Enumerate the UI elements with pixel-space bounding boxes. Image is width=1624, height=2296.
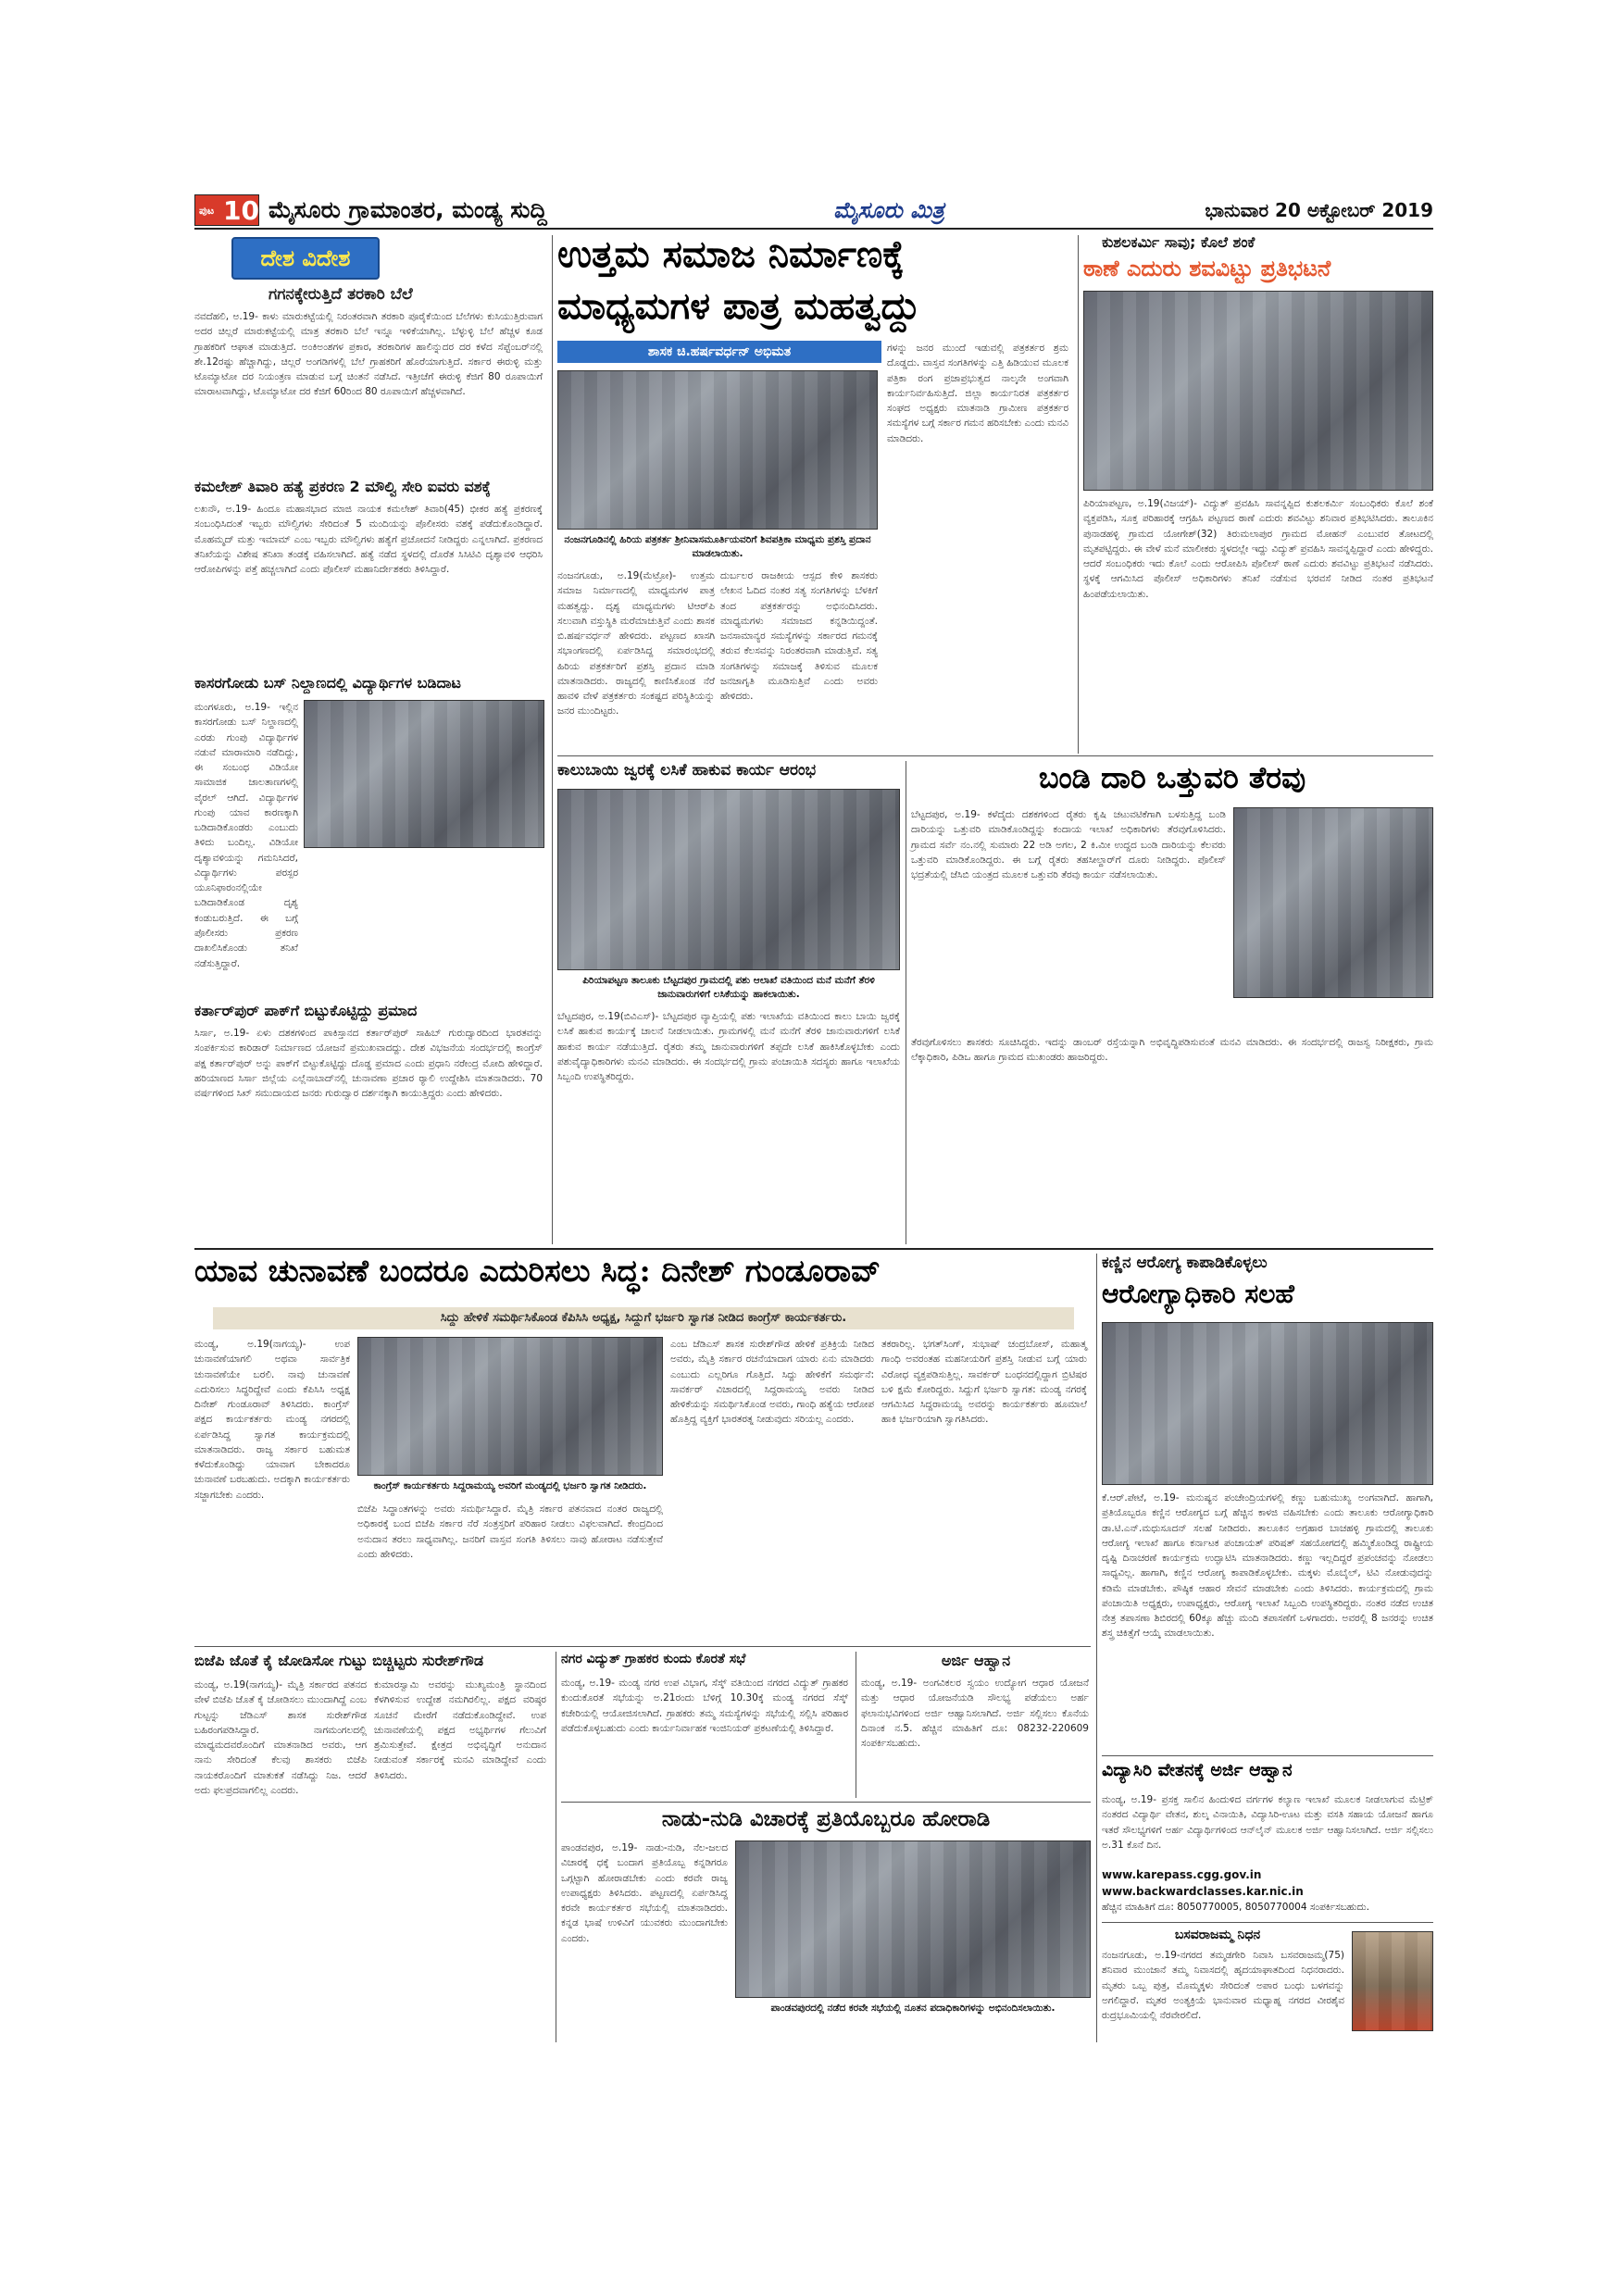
lead-headline: ಯಾವ ಚುನಾವಣೆ ಬಂದರೂ ಎದುರಿಸಲು ಸಿದ್ಧ: ದಿನೇಶ್ ಗುಂಡೂರಾವ್ — [194, 1253, 881, 1289]
main-top-body-a: ನಂಜನಗೂಡು, ಅ.19(ಮೆಟ್ರೋ)- ಉತ್ತಮ ಸಮಾಜ ನಿರ್ಮಾಣದಲ್ಲಿ ಮಾಧ್ಯಮಗಳ ಪಾತ್ರ ಮಹತ್ವದ್ದು. ದೃಶ್ಯ ಮಾಧ್ಯಮಗಳು ಟಿಆರ್‌ಪಿ ಸಲುವಾಗಿ ವಸ್ತುಸ್ಥಿತಿ ಮರೆಮಾಚುತ್ತಿವೆ ಎಂದು ಶಾಸಕ ಬಿ.ಹರ್ಷವರ್ಧನ್ ಹೇಳಿದರು. ಪಟ್ಟಣದ ಖಾಸಗಿ ಸಭಾಂಗಣದಲ್ಲಿ ಏರ್ಪಡಿಸಿದ್ದ ಸಮಾರಂಭದಲ್ಲಿ ಹಿರಿಯ ಪತ್ರಕರ್ತರಿಗೆ ಪ್ರಶಸ್ತಿ ಪ್ರದಾನ ಮಾಡಿ ಮಾತನಾಡಿದರು. ರಾಜ್ಯದಲ್ಲಿ ಕಾಣಿಸಿಕೊಂಡ ನೆರೆ ಹಾವಳಿ ವೇಳೆ ಪತ್ರಕರ್ತರು ಸಂಕಷ್ಟದ ಪರಿಸ್ಥಿತಿಯನ್ನು ಜನರ ಮುಂದಿಟ್ಟರು. — [557, 570, 718, 718]
paper-name: ಮೈಸೂರು ಮಿತ್ರ — [833, 197, 944, 223]
main-top-story — [557, 233, 1072, 752]
karave-meeting-photo — [735, 1841, 1091, 1998]
page-number-box — [194, 194, 259, 226]
main-headline-line2: ಮಾಧ್ಯಮಗಳ ಪಾತ್ರ ಮಹತ್ವದ್ದು — [557, 284, 920, 328]
section-divider — [194, 1646, 1091, 1647]
jcb-clearance-photo — [1233, 807, 1433, 998]
protest-kicker: ಕುಶಲಕರ್ಮಿ ಸಾವು; ಕೊಲೆ ಶಂಕೆ — [1102, 233, 1255, 251]
cart-road-headline: ಬಂಡಿ ದಾರಿ ಒತ್ತುವರಿ ತೆರವು — [1038, 760, 1306, 795]
section-divider — [557, 755, 1433, 756]
column-divider — [1096, 1254, 1097, 2042]
karave-photo-caption: ಪಾಂಡವಪುರದಲ್ಲಿ ನಡೆದ ಕರವೇ ಸಭೆಯಲ್ಲಿ ನೂತನ ಪದಾಧಿಕಾರಿಗಳನ್ನು ಅಭಿನಂದಿಸಲಾಯಿತು. — [770, 2003, 1056, 2014]
story-kartarpur-headline: ಕರ್ತಾರ್‌ಪುರ್ ಪಾಕ್‌ಗೆ ಬಿಟ್ಟುಕೊಟ್ಟಿದ್ದು ಪ್ರಮಾದ — [194, 1002, 418, 1019]
desha-videsha-column — [194, 235, 546, 1244]
lead-subhead: ಸಿದ್ದು ಹೇಳಿಕೆ ಸಮರ್ಥಿಸಿಕೊಂಡ ಕೆಪಿಸಿಸಿ ಅಧ್ಯಕ್ಷ, ಸಿದ್ದುಗೆ ಭರ್ಜರಿ ಸ್ವಾಗತ ನೀಡಿದ ಕಾಂಗ್ರೆಸ್ ಕಾರ್ಯಕರ್ತರು. — [440, 1311, 847, 1325]
section-divider — [561, 1802, 1091, 1803]
story-vegetable-headline: ಗಗನಕ್ಕೇರುತ್ತಿದೆ ತರಕಾರಿ ಬೆಲೆ — [269, 285, 413, 304]
story-kartarpur-body: ಸಿರ್ಸಾ, ಅ.19- ಏಳು ದಶಕಗಳಿಂದ ಪಾಕಿಸ್ತಾನದ ಕರ್ತಾರ್‌ಪುರ್ ಸಾಹಿಬ್ ಗುರುದ್ವಾರದಿಂದ ಭಾರತವನ್ನು ಸಂಪರ್ಕಿಸುವ ಕಾರಿಡಾರ್ ನಿರ್ಮಾಣದ ಯೋಜನೆ ಪ್ರಮುಖವಾದದ್ದು. ದೇಶ ವಿಭಜನೆಯ ಸಂದರ್ಭದಲ್ಲಿ ಕಾಂಗ್ರೆಸ್ ಪಕ್ಷ ಕರ್ತಾರ್‌ಪುರ್ ಅನ್ನು ಪಾಕ್‌ಗೆ ಬಿಟ್ಟುಕೊಟ್ಟಿದ್ದು ದೊಡ್ಡ ಪ್ರಮಾದ ಎಂದು ಪ್ರಧಾನಿ ನರೇಂದ್ರ ಮೋದಿ ಹೇಳಿದ್ದಾರೆ. ಹರಿಯಾಣದ ಸಿರ್ಸಾ ಜಿಲ್ಲೆಯ ಎಲ್ಲೆನಾಬಾದ್‌ನಲ್ಲಿ ಚುನಾವಣಾ ಪ್ರಚಾರ ರ್‍ಯಾಲಿ ಉದ್ದೇಶಿಸಿ ಮಾತನಾಡಿದರು. 70 ವರ್ಷಗಳಿಂದ ಸಿಖ್ ಸಮುದಾಯದ ಜನರು ಗುರುದ್ವಾರ ದರ್ಶನಕ್ಕಾಗಿ ಕಾಯುತ್ತಿದ್ದರು ಎಂದು ಹೇಳಿದರು. — [194, 1028, 546, 1100]
vidyasiri-headline: ವಿದ್ಯಾಸಿರಿ ವೇತನಕ್ಕೆ ಅರ್ಜಿ ಆಹ್ವಾನ — [1102, 1760, 1293, 1780]
suresh-headline: ಬಿಜೆಪಿ ಜೊತೆ ಕೈ ಜೋಡಿಸೋ ಗುಟ್ಟು ಬಿಚ್ಚಿಟ್ಟರು ಸುರೇಶ್‌ಗೌಡ — [194, 1652, 484, 1669]
section-divider — [194, 1248, 1433, 1250]
award-ceremony-photo — [557, 370, 878, 530]
story-vegetable-body: ನವದೆಹಲಿ, ಅ.19- ಕಾಳು ಮಾರುಕಟ್ಟೆಯಲ್ಲಿ ನಿರಂತರವಾಗಿ ತರಕಾರಿ ಪೂರೈಕೆಯಿಂದ ಬೆಲೆಗಳು ಕುಸಿಯುತ್ತಿರುವಾಗ ಅದರ ಚಿಲ್ಲರೆ ಮಾರುಕಟ್ಟೆಯಲ್ಲಿ ಮಾತ್ರ ತರಕಾರಿ ಬೆಲೆ ಇನ್ನೂ ಇಳಿಕೆಯಾಗಿಲ್ಲ. ಬೆಳ್ಳುಳ್ಳಿ ಬೆಲೆ ಹೆಚ್ಚಳ ಕೂಡ ಗ್ರಾಹಕರಿಗೆ ಆಘಾತ ಮಾಡುತ್ತಿದೆ. ಅಂಕಿಅಂಶಗಳ ಪ್ರಕಾರ, ತರಕಾರಿಗಳ ಹಾಲಿನ್ನುದರ ದರ ಕಳೆದ ಸೆಪ್ಟೆಂಬರ್‌ನಲ್ಲಿ ಶೇ.12ರಷ್ಟು ಹೆಚ್ಚಾಗಿದ್ದು, ಚಿಲ್ಲರೆ ಅಂಗಡಿಗಳಲ್ಲಿ ಬೆಲೆ ಗ್ರಾಹಕರಿಗೆ ಹೊರೆಯಾಗುತ್ತಿದೆ. ಸರ್ಕಾರ ಈರುಳ್ಳಿ ಮತ್ತು ಟೊಮ್ಯಾಟೋ ದರ ನಿಯಂತ್ರಣ ಮಾಡುವ ಬಗ್ಗೆ ಚಿಂತನೆ ನಡೆಸಿದೆ. ಇತ್ತೀಚೆಗೆ ಈರುಳ್ಳಿ ಕೆಜಿಗೆ 80 ರೂಪಾಯಿಗೆ ಮಾರಾಟವಾಗಿದ್ದು, ಟೊಮ್ಯಾಟೋ ದರ ಕೆಜಿಗೆ 60ರಿಂದ 80 ರೂಪಾಯಿಗೆ ಹೆಚ್ಚಳವಾಗಿದೆ. — [194, 311, 546, 398]
application-invite-story — [861, 1652, 1091, 1798]
vaccine-body: ಬೆಟ್ಟದಪುರ, ಅ.19(ಬಿವಿಎಸ್)- ಬೆಟ್ಟದಪುರ ವ್ಯಾಪ್ತಿಯಲ್ಲಿ ಪಶು ಇಲಾಖೆಯ ವತಿಯಿಂದ ಕಾಲು ಬಾಯಿ ಜ್ವರಕ್ಕೆ ಲಸಿಕೆ ಹಾಕುವ ಕಾರ್ಯಕ್ಕೆ ಚಾಲನೆ ನೀಡಲಾಯಿತು. ಗ್ರಾಮಗಳಲ್ಲಿ ಮನೆ ಮನೆಗೆ ತೆರಳಿ ಜಾನುವಾರುಗಳಿಗೆ ಲಸಿಕೆ ಹಾಕುವ ಕಾರ್ಯ ನಡೆಯುತ್ತಿದೆ. ರೈತರು ತಮ್ಮ ಜಾನುವಾರುಗಳಿಗೆ ತಪ್ಪದೇ ಲಸಿಕೆ ಹಾಕಿಸಿಕೊಳ್ಳಬೇಕು ಎಂದು ಪಶುವೈದ್ಯಾಧಿಕಾರಿಗಳು ಮನವಿ ಮಾಡಿದರು. ಈ ಸಂದರ್ಭದಲ್ಲಿ ಗ್ರಾಮ ಪಂಚಾಯಿತಿ ಸದಸ್ಯರು ಹಾಗೂ ಇಲಾಖೆಯ ಸಿಬ್ಬಂದಿ ಉಪಸ್ಥಿತರಿದ್ದರು. — [557, 1011, 904, 1083]
column-divider — [1078, 235, 1079, 754]
vaccine-photo-caption: ಪಿರಿಯಾಪಟ್ಟಣ ತಾಲೂಕು ಬೆಟ್ಟದಪುರ ಗ್ರಾಮದಲ್ಲಿ ಪಶು ಆಲಾಖೆ ವತಿಯಿಂದ ಮನೆ ಮನೆಗೆ ತೆರಳಿ ಜಾನುವಾರುಗಳಿಗೆ ಲಸಿಕೆಯನ್ನು ಹಾಕಲಾಯಿತು. — [582, 975, 875, 1001]
application-headline: ಅರ್ಜಿ ಆಹ್ವಾನ — [941, 1652, 1011, 1669]
protest-photo — [1083, 291, 1433, 491]
lead-body-a: ಮಂಡ್ಯ, ಅ.19(ನಾಗಯ್ಯ)- ಉಪ ಚುನಾವಣೆಯಾಗಲಿ ಅಥವಾ ಸಾರ್ವತ್ರಿಕ ಚುನಾವಣೆಯೇ ಬರಲಿ. ನಾವು ಚುನಾವಣೆ ಎದುರಿಸಲು ಸಿದ್ಧರಿದ್ದೇವೆ ಎಂದು ಕೆಪಿಸಿಸಿ ಅಧ್ಯಕ್ಷ ದಿನೇಶ್ ಗುಂಡೂರಾವ್ ತಿಳಿಸಿದರು. ಕಾಂಗ್ರೆಸ್ ಪಕ್ಷದ ಕಾರ್ಯಕರ್ತರು ಮಂಡ್ಯ ನಗರದಲ್ಲಿ ಏರ್ಪಡಿಸಿದ್ದ ಸ್ವಾಗತ ಕಾರ್ಯಕ್ರಮದಲ್ಲಿ ಮಾತನಾಡಿದರು. ರಾಜ್ಯ ಸರ್ಕಾರ ಬಹುಮತ ಕಳೆದುಕೊಂಡಿದ್ದು ಯಾವಾಗ ಬೇಕಾದರೂ ಚುನಾವಣೆ ಬರಬಹುದು. ಅದಕ್ಕಾಗಿ ಕಾರ್ಯಕರ್ತರು ಸಜ್ಜಾಗಬೇಕು ಎಂದರು. — [194, 1339, 354, 1501]
section-title: ಮೈಸೂರು ಗ್ರಾಮಾಂತರ, ಮಂಡ್ಯ ಸುದ್ದಿ — [269, 196, 547, 223]
lead-body-c: ಎಂಬ ಜೆಡಿಎಸ್ ಶಾಸಕ ಸುರೇಶ್‌ಗೌಡ ಹೇಳಿಕೆ ಪ್ರತಿಕ್ರಿಯೆ ನೀಡಿದ ಅವರು, ಮೈತ್ರಿ ಸರ್ಕಾರ ರಚನೆಯಾದಾಗ ಯಾರು ಏನು ಮಾಡಿದರು ಎಂಬುದು ಎಲ್ಲರಿಗೂ ಗೊತ್ತಿದೆ. ಸಿದ್ದು ಹೇಳಿಕೆಗೆ ಸಮರ್ಥನೆ: ಸಾವರ್ಕರ್ ವಿಚಾರದಲ್ಲಿ ಸಿದ್ದರಾಮಯ್ಯ ಅವರು ನೀಡಿದ ಹೇಳಿಕೆಯನ್ನು ಸಮರ್ಥಿಸಿಕೊಂಡ ಅವರು, ಗಾಂಧಿ ಹತ್ಯೆಯ ಆರೋಪ ಹೊತ್ತಿದ್ದ ವ್ಯಕ್ತಿಗೆ ಭಾರತರತ್ನ ನೀಡುವುದು ಸರಿಯಲ್ಲ ಎಂದರು. — [670, 1339, 878, 1426]
suresh-story — [194, 1652, 550, 2042]
vidyasiri-url-2[interactable]: www.backwardclasses.kar.nic.in — [1102, 1885, 1304, 1898]
story-kasaragodu-body: ಮಂಗಳೂರು, ಅ.19- ಇಲ್ಲಿನ ಕಾಸರಗೋಡು ಬಸ್ ನಿಲ್ದಾಣದಲ್ಲಿ ಎರಡು ಗುಂಪು ವಿದ್ಯಾರ್ಥಿಗಳ ನಡುವೆ ಮಾರಾಮಾರಿ ನಡೆದಿದ್ದು, ಈ ಸಂಬಂಧ ವಿಡಿಯೋ ಸಾಮಾಜಿಕ ಜಾಲತಾಣಗಳಲ್ಲಿ ವೈರಲ್ ಆಗಿದೆ. ವಿದ್ಯಾರ್ಥಿಗಳ ಗುಂಪು ಯಾವ ಕಾರಣಕ್ಕಾಗಿ ಬಡಿದಾಡಿಕೊಂಡರು ಎಂಬುದು ತಿಳಿದು ಬಂದಿಲ್ಲ. ವಿಡಿಯೋ ದೃಶ್ಯಾವಳಿಯನ್ನು ಗಮನಿಸಿದರೆ, ವಿದ್ಯಾರ್ಥಿಗಳು ಪರಸ್ಪರ ಯೂನಿಫಾರಂನಲ್ಲಿಯೇ ಬಡಿದಾಡಿಕೊಂಡ ದೃಶ್ಯ ಕಂಡುಬರುತ್ತಿದೆ. ಈ ಬಗ್ಗೆ ಪೊಲೀಸರು ಪ್ರಕರಣ ದಾಖಲಿಸಿಕೊಂಡು ತನಿಖೆ ನಡೆಸುತ್ತಿದ್ದಾರೆ. — [194, 702, 302, 969]
lead-body-b: ಬಿಜೆಪಿ ಸಿದ್ಧಾಂತಗಳನ್ನು ಅವರು ಸಮರ್ಥಿಸಿದ್ದಾರೆ. ಮೈತ್ರಿ ಸರ್ಕಾರ ಪತನವಾದ ನಂತರ ರಾಜ್ಯದಲ್ಲಿ ಅಧಿಕಾರಕ್ಕೆ ಬಂದ ಬಿಜೆಪಿ ಸರ್ಕಾರ ನೆರೆ ಸಂತ್ರಸ್ತರಿಗೆ ಪರಿಹಾರ ನೀಡಲು ವಿಫಲವಾಗಿದೆ. ಕೇಂದ್ರದಿಂದ ಅನುದಾನ ತರಲು ಸಾಧ್ಯವಾಗಿಲ್ಲ. ಜನರಿಗೆ ವಾಸ್ತವ ಸಂಗತಿ ತಿಳಿಸಲು ನಾವು ಹೋರಾಟ ನಡೆಸುತ್ತೇವೆ ಎಂದು ಹೇಳಿದರು. — [357, 1504, 667, 1560]
main-headline-line1: ಉತ್ತಮ ಸಮಾಜ ನಿರ್ಮಾಣಕ್ಕೆ — [557, 232, 905, 276]
story-tiwari-headline: ಕಮಲೇಶ್ ತಿವಾರಿ ಹತ್ಯೆ ಪ್ರಕರಣ 2 ಮೌಲ್ವಿ ಸೇರಿ ಐವರು ವಶಕ್ಕೆ — [194, 478, 491, 495]
lead-story — [194, 1254, 1091, 1642]
vaccine-story — [557, 761, 904, 1244]
vidyasiri-body: ಮಂಡ್ಯ, ಅ.19- ಪ್ರಸಕ್ತ ಸಾಲಿನ ಹಿಂದುಳಿದ ವರ್ಗಗಳ ಕಲ್ಯಾಣ ಇಲಾಖೆ ಮೂಲಕ ನೀಡಲಾಗುವ ಮೆಟ್ರಿಕ್ ನಂತರದ ವಿದ್ಯಾರ್ಥಿ ವೇತನ, ಶುಲ್ಕ ವಿನಾಯಿತಿ, ವಿದ್ಯಾಸಿರಿ-ಊಟ ಮತ್ತು ವಸತಿ ಸಹಾಯ ಯೋಜನೆ ಹಾಗೂ ಇತರೆ ಸೌಲಭ್ಯಗಳಿಗೆ ಅರ್ಹ ವಿದ್ಯಾರ್ಥಿಗಳಿಂದ ಆನ್‌ಲೈನ್ ಮೂಲಕ ಅರ್ಜಿ ಆಹ್ವಾನಿಸಲಾಗಿದೆ. ಅರ್ಜಿ ಸಲ್ಲಿಸಲು ಅ.31 ಕೊನೆ ದಿನ. — [1102, 1794, 1437, 1851]
story-tiwari-body: ಲಖನೌ, ಅ.19- ಹಿಂದೂ ಮಹಾಸಭಾದ ಮಾಜಿ ನಾಯಕ ಕಮಲೇಶ್ ತಿವಾರಿ(45) ಭೀಕರ ಹತ್ಯೆ ಪ್ರಕರಣಕ್ಕೆ ಸಂಬಂಧಿಸಿದಂತೆ ಇಬ್ಬರು ಮೌಲ್ವಿಗಳು ಸೇರಿದಂತೆ 5 ಮಂದಿಯನ್ನು ಪೊಲೀಸರು ವಶಕ್ಕೆ ಪಡೆದುಕೊಂಡಿದ್ದಾರೆ. ಮೊಹಮ್ಮದ್ ಮತ್ತು ಇಮಾಮ್ ಎಂಬ ಇಬ್ಬರು ಮೌಲ್ವಿಗಳು ಹತ್ಯೆಗೆ ಪ್ರಚೋದನೆ ನೀಡಿದ್ದರು ಎನ್ನಲಾಗಿದೆ. ಪ್ರಕರಣದ ತನಿಖೆಯನ್ನು ವಿಶೇಷ ತನಿಖಾ ತಂಡಕ್ಕೆ ವಹಿಸಲಾಗಿದೆ. ಹತ್ಯೆ ನಡೆದ ಸ್ಥಳದಲ್ಲಿ ದೊರೆತ ಸಿಸಿಟಿವಿ ದೃಶ್ಯಾವಳಿ ಆಧರಿಸಿ ಆರೋಪಿಗಳನ್ನು ಪತ್ತೆ ಹಚ್ಚಲಾಗಿದೆ ಎಂದು ಪೊಲೀಸ್ ಮಹಾನಿರ್ದೇಶಕರು ತಿಳಿಸಿದ್ದಾರೆ. — [194, 504, 546, 576]
award-photo-caption: ನಂಜನಗೂಡಿನಲ್ಲಿ ಹಿರಿಯ ಪತ್ರಕರ್ತ ಶ್ರೀನಿವಾಸಮೂರ್ತಿಯವರಿಗೆ ಶಿವಪತ್ರಿಕಾ ಮಾಧ್ಯಮ ಪ್ರಶಸ್ತಿ ಪ್ರದಾನ ಮಾಡಲಾಯಿತು. — [564, 534, 871, 560]
application-body: ಮಂಡ್ಯ, ಅ.19- ಅಂಗವಿಕಲರ ಸ್ವಯಂ ಉದ್ಯೋಗ ಆಧಾರ ಯೋಜನೆ ಮತ್ತು ಆಧಾರ ಯೋಜನೆಯಡಿ ಸೌಲಭ್ಯ ಪಡೆಯಲು ಅರ್ಹ ಫಲಾನುಭವಿಗಳಿಂದ ಅರ್ಜಿ ಆಹ್ವಾನಿಸಲಾಗಿದೆ. ಅರ್ಜಿ ಸಲ್ಲಿಸಲು ಕೊನೆಯ ದಿನಾಂಕ ನ.5. ಹೆಚ್ಚಿನ ಮಾಹಿತಿಗೆ ದೂ: 08232-220609 ಸಂಪರ್ಕಿಸಬಹುದು. — [861, 1678, 1093, 1750]
cattle-vaccine-photo — [557, 789, 900, 970]
cart-road-story — [911, 760, 1437, 1244]
vidyasiri-story — [1102, 1760, 1437, 1918]
electricity-headline: ನಗರ ವಿದ್ಯುತ್ ಗ್ರಾಹಕರ ಕುಂದು ಕೊರತೆ ಸಭೆ — [561, 1652, 746, 1666]
cart-road-body-b: ತೆರವುಗೊಳಿಸಲು ಶಾಸಕರು ಸೂಚಿಸಿದ್ದರು. ಇದನ್ನು ಡಾಂಬರ್ ರಸ್ತೆಯನ್ನಾಗಿ ಅಭಿವೃದ್ಧಿಪಡಿಸುವಂತೆ ಮನವಿ ಮಾಡಿದರು. ಈ ಸಂದರ್ಭದಲ್ಲಿ ರಾಜಸ್ವ ನಿರೀಕ್ಷಕರು, ಗ್ರಾಮ ಲೆಕ್ಕಾಧಿಕಾರಿ, ಪಿಡಿಒ ಹಾಗೂ ಗ್ರಾಮದ ಮುಖಂಡರು ಹಾಜರಿದ್ದರು. — [911, 1037, 1437, 1064]
obituary-portrait — [1352, 1931, 1433, 2031]
section-divider — [1102, 1755, 1433, 1756]
date-line: ಭಾನುವಾರ 20 ಅಕ್ಟೋಬರ್ 2019 — [1205, 199, 1433, 221]
main-top-body-b: ದುರ್ಬಲರ ರಾಜಕೀಯ ಆಸ್ಪದ ಕೇಳಿ ಶಾಸಕರು ಲೇಖನ ಓದಿದ ನಂತರ ಸತ್ಯ ಸಂಗತಿಗಳನ್ನು ಬೆಳಕಿಗೆ ತಂದ ಪತ್ರಕರ್ತರನ್ನು ಅಭಿನಂದಿಸಿದರು. ಮಾಧ್ಯಮಗಳು ಸಮಾಜದ ಕನ್ನಡಿಯಿದ್ದಂತೆ. ಜನಸಾಮಾನ್ಯರ ಸಮಸ್ಯೆಗಳನ್ನು ಸರ್ಕಾರದ ಗಮನಕ್ಕೆ ತರುವ ಕೆಲಸವನ್ನು ನಿರಂತರವಾಗಿ ಮಾಡುತ್ತಿವೆ. ಸತ್ಯ ಸಂಗತಿಗಳನ್ನು ಸಮಾಜಕ್ಕೆ ತಿಳಿಸುವ ಮೂಲಕ ಜನಜಾಗೃತಿ ಮೂಡಿಸುತ್ತಿವೆ ಎಂದು ಅವರು ಹೇಳಿದರು. — [720, 570, 881, 703]
electricity-body: ಮಂಡ್ಯ, ಅ.19- ಮಂಡ್ಯ ನಗರ ಉಪ ವಿಭಾಗ, ಸೆಸ್ಕ್ ವತಿಯಿಂದ ನಗರದ ವಿದ್ಯುತ್ ಗ್ರಾಹಕರ ಕುಂದುಕೊರತೆ ಸಭೆಯನ್ನು ಅ.21ರಂದು ಬೆಳಿಗ್ಗೆ 10.30ಕ್ಕೆ ಮಂಡ್ಯ ನಗರದ ಸೆಸ್ಕ್ ಕಚೇರಿಯಲ್ಲಿ ಆಯೋಜಿಸಲಾಗಿದೆ. ಗ್ರಾಹಕರು ತಮ್ಮ ಸಮಸ್ಯೆಗಳನ್ನು ಸಭೆಯಲ್ಲಿ ಸಲ್ಲಿಸಿ ಪರಿಹಾರ ಪಡೆದುಕೊಳ್ಳಬಹುದು ಎಂದು ಕಾರ್ಯನಿರ್ವಾಹಕ ಇಂಜಿನಿಯರ್ ಪ್ರಕಟಣೆಯಲ್ಲಿ ತಿಳಿಸಿದ್ದಾರೆ. — [561, 1678, 852, 1734]
masthead — [194, 193, 1433, 230]
page-label: ಪುಟ — [199, 205, 215, 217]
main-subhead-bar — [557, 341, 881, 363]
cart-road-body-a: ಬೆಟ್ಟದಪುರ, ಅ.19- ಕಳೆದೈದು ದಶಕಗಳಿಂದ ರೈತರು ಕೃಷಿ ಚಟುವಟಿಕೆಗಾಗಿ ಬಳಸುತ್ತಿದ್ದ ಬಂಡಿ ದಾರಿಯನ್ನು ಒತ್ತುವರಿ ಮಾಡಿಕೊಂಡಿದ್ದನ್ನು ಕಂದಾಯ ಇಲಾಖೆ ಅಧಿಕಾರಿಗಳು ತೆರವುಗೊಳಿಸಿದರು. ಗ್ರಾಮದ ಸರ್ವೆ ನಂ.ನಲ್ಲಿ ಸುಮಾರು 22 ಅಡಿ ಅಗಲ, 2 ಕಿ.ಮೀ ಉದ್ದದ ಬಂಡಿ ದಾರಿಯನ್ನು ಕೆಲವರು ಒತ್ತುವರಿ ಮಾಡಿಕೊಂಡಿದ್ದರು. ಈ ಬಗ್ಗೆ ರೈತರು ತಹಸೀಲ್ದಾರ್‌ಗೆ ದೂರು ನೀಡಿದ್ದರು. ಪೊಲೀಸ್ ಭದ್ರತೆಯಲ್ಲಿ ಜೆಸಿಬಿ ಯಂತ್ರದ ಮೂಲಕ ಒತ್ತುವರಿ ತೆರವು ಕಾರ್ಯ ನಡೆಸಲಾಯಿತು. — [911, 809, 1230, 881]
main-top-body-c: ಗಳನ್ನು ಜನರ ಮುಂದೆ ಇಡುವಲ್ಲಿ ಪತ್ರಕರ್ತರ ಶ್ರಮ ದೊಡ್ಡದು. ವಾಸ್ತವ ಸಂಗತಿಗಳನ್ನು ಎತ್ತಿ ಹಿಡಿಯುವ ಮೂಲಕ ಪತ್ರಿಕಾ ರಂಗ ಪ್ರಜಾಪ್ರಭುತ್ವದ ನಾಲ್ಕನೇ ಅಂಗವಾಗಿ ಕಾರ್ಯನಿರ್ವಹಿಸುತ್ತಿದೆ. ಜಿಲ್ಲಾ ಕಾರ್ಯನಿರತ ಪತ್ರಕರ್ತರ ಸಂಘದ ಅಧ್ಯಕ್ಷರು ಮಾತನಾಡಿ ಗ್ರಾಮೀಣ ಪತ್ರಕರ್ತರ ಸಮಸ್ಯೆಗಳ ಬಗ್ಗೆ ಸರ್ಕಾರ ಗಮನ ಹರಿಸಬೇಕು ಎಂದು ಮನವಿ ಮಾಡಿದರು. — [887, 343, 1072, 444]
nadu-nudi-story — [561, 1807, 1091, 2042]
obituary-body: ನಂಜನಗೂಡು, ಅ.19-ನಗರದ ತಮ್ಮಡಗೇರಿ ನಿವಾಸಿ ಬಸವರಾಜಮ್ಮ(75) ಶನಿವಾರ ಮುಂಜಾನೆ ತಮ್ಮ ನಿವಾಸದಲ್ಲಿ ಹೃದಯಾಘಾತದಿಂದ ನಿಧನರಾದರು. ಮೃತರು ಒಬ್ಬ ಪುತ್ರ, ಮೊಮ್ಮಕ್ಕಳು ಸೇರಿದಂತೆ ಅಪಾರ ಬಂಧು ಬಳಗವನ್ನು ಅಗಲಿದ್ದಾರೆ. ಮೃತರ ಅಂತ್ಯಕ್ರಿಯೆ ಭಾನುವಾರ ಮಧ್ಯಾಹ್ನ ನಗರದ ವೀರಶೈವ ರುದ್ರಭೂಮಿಯಲ್ಲಿ ನೆರವೇರಲಿದೆ. — [1102, 1950, 1348, 2022]
eye-health-story — [1102, 1254, 1437, 1752]
vaccine-headline: ಕಾಲುಬಾಯಿ ಜ್ವರಕ್ಕೆ ಲಸಿಕೆ ಹಾಕುವ ಕಾರ್ಯ ಆರಂಭ — [557, 761, 817, 780]
lead-body-d: ತಕರಾರಿಲ್ಲ. ಭಗತ್‌ಸಿಂಗ್, ಸುಭಾಷ್ ಚಂದ್ರಬೋಸ್, ಮಹಾತ್ಮ ಗಾಂಧಿ ಅವರಂತಹ ಮಹನೀಯರಿಗೆ ಪ್ರಶಸ್ತಿ ನೀಡುವ ಬಗ್ಗೆ ಯಾರು ವಿರೋಧ ವ್ಯಕ್ತಪಡಿಸುತ್ತಿಲ್ಲ. ಸಾವರ್ಕರ್ ಬಂಧನದಲ್ಲಿದ್ದಾಗ ಬ್ರಿಟಿಷರ ಬಳಿ ಕ್ಷಮೆ ಕೋರಿದ್ದರು. ಸಿದ್ದುಗೆ ಭರ್ಜರಿ ಸ್ವಾಗತ: ಮಂಡ್ಯ ನಗರಕ್ಕೆ ಆಗಮಿಸಿದ ಸಿದ್ದರಾಮಯ್ಯ ಅವರನ್ನು ಕಾರ್ಯಕರ್ತರು ಹೂಮಾಲೆ ಹಾಕಿ ಭರ್ಜರಿಯಾಗಿ ಸ್ವಾಗತಿಸಿದರು. — [881, 1339, 1091, 1426]
suresh-body-a: ಮಂಡ್ಯ, ಅ.19(ನಾಗಯ್ಯ)- ಮೈತ್ರಿ ಸರ್ಕಾರದ ಪತನದ ವೇಳೆ ಬಿಜೆಪಿ ಜೊತೆ ಕೈ ಜೋಡಿಸಲು ಮುಂದಾಗಿದ್ದೆ ಎಂಬ ಗುಟ್ಟನ್ನು ಜೆಡಿಎಸ್ ಶಾಸಕ ಸುರೇಶ್‌ಗೌಡ ಬಹಿರಂಗಪಡಿಸಿದ್ದಾರೆ. ನಾಗಮಂಗಲದಲ್ಲಿ ಮಾಧ್ಯಮದವರೊಂದಿಗೆ ಮಾತನಾಡಿದ ಅವರು, ಆಗ ನಾನು ಸೇರಿದಂತೆ ಕೆಲವು ಶಾಸಕರು ಬಿಜೆಪಿ ನಾಯಕರೊಂದಿಗೆ ಮಾತುಕತೆ ನಡೆಸಿದ್ದು ನಿಜ. ಆದರೆ ಅದು ಫಲಪ್ರದವಾಗಲಿಲ್ಲ ಎಂದರು. — [194, 1679, 370, 1796]
congress-welcome-photo — [357, 1337, 663, 1476]
vidyasiri-url-1[interactable]: www.karepass.cgg.gov.in — [1102, 1868, 1262, 1881]
congress-photo-caption: ಕಾಂಗ್ರೆಸ್ ಕಾರ್ಯಕರ್ತರು ಸಿದ್ದರಾಮಯ್ಯ ಅವರಿಗೆ ಮಂಡ್ಯದಲ್ಲಿ ಭರ್ಜರಿ ಸ್ವಾಗತ ನೀಡಿದರು. — [373, 1480, 647, 1491]
eye-health-kicker: ಕಣ್ಣಿನ ಆರೋಗ್ಯ ಕಾಪಾಡಿಕೊಳ್ಳಲು — [1102, 1254, 1268, 1272]
nadu-nudi-body: ಪಾಂಡವಪುರ, ಅ.19- ನಾಡು-ನುಡಿ, ನೆಲ-ಜಲದ ವಿಚಾರಕ್ಕೆ ಧಕ್ಕೆ ಬಂದಾಗ ಪ್ರತಿಯೊಬ್ಬ ಕನ್ನಡಿಗರೂ ಒಗ್ಗಟ್ಟಾಗಿ ಹೋರಾಡಬೇಕು ಎಂದು ಕರವೇ ರಾಜ್ಯ ಉಪಾಧ್ಯಕ್ಷರು ತಿಳಿಸಿದರು. ಪಟ್ಟಣದಲ್ಲಿ ಏರ್ಪಡಿಸಿದ್ದ ಕರವೇ ಕಾರ್ಯಕರ್ತರ ಸಭೆಯಲ್ಲಿ ಮಾತನಾಡಿದರು. ಕನ್ನಡ ಭಾಷೆ ಉಳಿವಿಗೆ ಯುವಕರು ಮುಂದಾಗಬೇಕು ಎಂದರು. — [561, 1842, 731, 1944]
newspaper-page — [194, 193, 1437, 2042]
protest-body: ಪಿರಿಯಾಪಟ್ಟಣ, ಅ.19(ವಿಜಯ್)- ವಿದ್ಯುತ್ ಪ್ರವಹಿಸಿ ಸಾವನ್ನಪ್ಪಿದ ಕುಶಲಕರ್ಮಿ ಸಂಬಂಧಿಕರು ಕೊಲೆ ಶಂಕೆ ವ್ಯಕ್ತಪಡಿಸಿ, ಸೂಕ್ತ ಪರಿಹಾರಕ್ಕೆ ಆಗ್ರಹಿಸಿ ಪಟ್ಟಣದ ಠಾಣೆ ಎದುರು ಶವವಿಟ್ಟು ಶನಿವಾರ ಪ್ರತಿಭಟಿಸಿದರು. ತಾಲೂಕಿನ ಪುನಾಡಹಳ್ಳಿ ಗ್ರಾಮದ ಯೋಗೇಶ್(32) ತಿರುಮಲಾಪುರ ಗ್ರಾಮದ ಮೋಹನ್ ಎಂಬುವರ ತೋಟದಲ್ಲಿ ಮೃತಪಟ್ಟಿದ್ದರು. ಈ ವೇಳೆ ಮನೆ ಮಾಲೀಕರು ಸ್ಥಳದಲ್ಲೇ ಇದ್ದು ವಿದ್ಯುತ್ ಪ್ರವಹಿಸಿ ಸಾವನ್ನಪ್ಪಿದ್ದಾರೆ ಎಂದು ಹೇಳಿದ್ದರು. ಆದರೆ ಸಂಬಂಧಿಕರು ಇದು ಕೊಲೆ ಎಂದು ಆರೋಪಿಸಿ ಪೊಲೀಸ್ ಠಾಣೆ ಎದುರು ಶವವಿಟ್ಟು ಪ್ರತಿಭಟನೆ ನಡೆಸಿದರು. ಸ್ಥಳಕ್ಕೆ ಆಗಮಿಸಿದ ಪೊಲೀಸ್ ಅಧಿಕಾರಿಗಳು ತನಿಖೆ ನಡೆಸುವ ಭರವಸೆ ನೀಡಿದ ನಂತರ ಪ್ರತಿಭಟನೆ ಹಿಂಪಡೆಯಲಾಯಿತು. — [1083, 498, 1437, 600]
page-number: 10 — [223, 195, 259, 226]
electricity-meeting-story — [561, 1652, 852, 1798]
column-divider — [552, 235, 553, 1244]
protest-headline: ಠಾಣೆ ಎದುರು ಶವವಿಟ್ಟು ಪ್ರತಿಭಟನೆ — [1083, 256, 1331, 281]
main-subhead: ಶಾಸಕ ಚಿ.ಹರ್ಷವರ್ಧನ್ ಅಭಿಮತ — [647, 344, 792, 359]
desha-videsha-banner-text: ದೇಶ ವಿದೇಶ — [260, 245, 351, 271]
desha-videsha-banner — [231, 237, 380, 280]
nadu-nudi-headline: ನಾಡು-ನುಡಿ ವಿಚಾರಕ್ಕೆ ಪ್ರತಿಯೊಬ್ಬರೂ ಹೋರಾಡಿ — [661, 1807, 991, 1831]
lead-subhead-bar — [213, 1307, 1074, 1329]
obituary — [1102, 1928, 1433, 2042]
suresh-body-b: ಕುಮಾರಸ್ವಾಮಿ ಅವರನ್ನು ಮುಖ್ಯಮಂತ್ರಿ ಸ್ಥಾನದಿಂದ ಕೆಳಗಿಳಿಸುವ ಉದ್ದೇಶ ನಮಗಿರಲಿಲ್ಲ. ಪಕ್ಷದ ವರಿಷ್ಠರ ಸೂಚನೆ ಮೇರೆಗೆ ನಡೆದುಕೊಂಡಿದ್ದೇವೆ. ಉಪ ಚುನಾವಣೆಯಲ್ಲಿ ಪಕ್ಷದ ಅಭ್ಯರ್ಥಿಗಳ ಗೆಲುವಿಗೆ ಶ್ರಮಿಸುತ್ತೇವೆ. ಕ್ಷೇತ್ರದ ಅಭಿವೃದ್ಧಿಗೆ ಅನುದಾನ ನೀಡುವಂತೆ ಸರ್ಕಾರಕ್ಕೆ ಮನವಿ ಮಾಡಿದ್ದೇವೆ ಎಂದು ತಿಳಿಸಿದರು. — [374, 1679, 550, 1781]
story-kasaragodu-headline: ಕಾಸರಗೋಡು ಬಸ್ ನಿಲ್ದಾಣದಲ್ಲಿ ವಿದ್ಯಾರ್ಥಿಗಳ ಬಡಿದಾಟ — [194, 674, 461, 692]
eye-health-body: ಕೆ.ಆರ್.ಪೇಟೆ, ಅ.19- ಮನುಷ್ಯನ ಪಂಚೇಂದ್ರಿಯಗಳಲ್ಲಿ ಕಣ್ಣು ಬಹುಮುಖ್ಯ ಅಂಗವಾಗಿದೆ. ಹಾಗಾಗಿ, ಪ್ರತಿಯೊಬ್ಬರೂ ಕಣ್ಣಿನ ಆರೋಗ್ಯದ ಬಗ್ಗೆ ಹೆಚ್ಚಿನ ಕಾಳಜಿ ವಹಿಸಬೇಕು ಎಂದು ತಾಲೂಕು ಆರೋಗ್ಯಾಧಿಕಾರಿ ಡಾ.ಟಿ.ಎನ್.ಮಧುಸೂದನ್ ಸಲಹೆ ನೀಡಿದರು. ತಾಲೂಕಿನ ಅಗ್ರಹಾರ ಬಾಚಹಳ್ಳಿ ಗ್ರಾಮದಲ್ಲಿ ತಾಲೂಕು ಆರೋಗ್ಯ ಇಲಾಖೆ ಹಾಗೂ ಕರ್ನಾಟಕ ಪಂಚಾಯತ್ ಪರಿಷತ್ ಸಹಯೋಗದಲ್ಲಿ ಹಮ್ಮಿಕೊಂಡಿದ್ದ ರಾಷ್ಟ್ರೀಯ ದೃಷ್ಟಿ ದಿನಾಚರಣೆ ಕಾರ್ಯಕ್ರಮ ಉದ್ಘಾಟಿಸಿ ಮಾತನಾಡಿದರು. ಕಣ್ಣು ಇಲ್ಲದಿದ್ದರೆ ಪ್ರಪಂಚವನ್ನು ನೋಡಲು ಸಾಧ್ಯವಿಲ್ಲ. ಹಾಗಾಗಿ, ಕಣ್ಣಿನ ಆರೋಗ್ಯ ಕಾಪಾಡಿಕೊಳ್ಳಬೇಕು. ಮಕ್ಕಳು ಮೊಬೈಲ್, ಟಿವಿ ನೋಡುವುದನ್ನು ಕಡಿಮೆ ಮಾಡಬೇಕು. ಪೌಷ್ಠಿಕ ಆಹಾರ ಸೇವನೆ ಮಾಡಬೇಕು ಎಂದು ತಿಳಿಸಿದರು. ಕಾರ್ಯಕ್ರಮದಲ್ಲಿ ಗ್ರಾಮ ಪಂಚಾಯಿತಿ ಅಧ್ಯಕ್ಷರು, ಉಪಾಧ್ಯಕ್ಷರು, ಆರೋಗ್ಯ ಇಲಾಖೆ ಸಿಬ್ಬಂದಿ ಉಪಸ್ಥಿತರಿದ್ದರು. ನಂತರ ನಡೆದ ಉಚಿತ ನೇತ್ರ ತಪಾಸಣಾ ಶಿಬಿರದಲ್ಲಿ 60ಕ್ಕೂ ಹೆಚ್ಚು ಮಂದಿ ತಪಾಸಣೆಗೆ ಒಳಗಾದರು. ಅವರಲ್ಲಿ 8 ಜನರನ್ನು ಉಚಿತ ಶಸ್ತ್ರ ಚಿಕಿತ್ಸೆಗೆ ಆಯ್ಕೆ ಮಾಡಲಾಯಿತು. — [1102, 1492, 1437, 1640]
eye-health-headline: ಆರೋಗ್ಯಾಧಿಕಾರಿ ಸಲಹೆ — [1102, 1279, 1294, 1309]
vidyasiri-phones: ಹೆಚ್ಚಿನ ಮಾಹಿತಿಗೆ ದೂ: 8050770005, 8050770004 ಸಂಪರ್ಕಿಸಬಹುದು. — [1102, 1902, 1369, 1913]
protest-story — [1083, 233, 1437, 752]
eye-camp-photo — [1102, 1322, 1433, 1485]
students-fight-photo — [304, 700, 544, 848]
obituary-headline: ಬಸವರಾಜಮ್ಮ ನಿಧನ — [1174, 1928, 1261, 1942]
section-divider — [1102, 1922, 1433, 1923]
